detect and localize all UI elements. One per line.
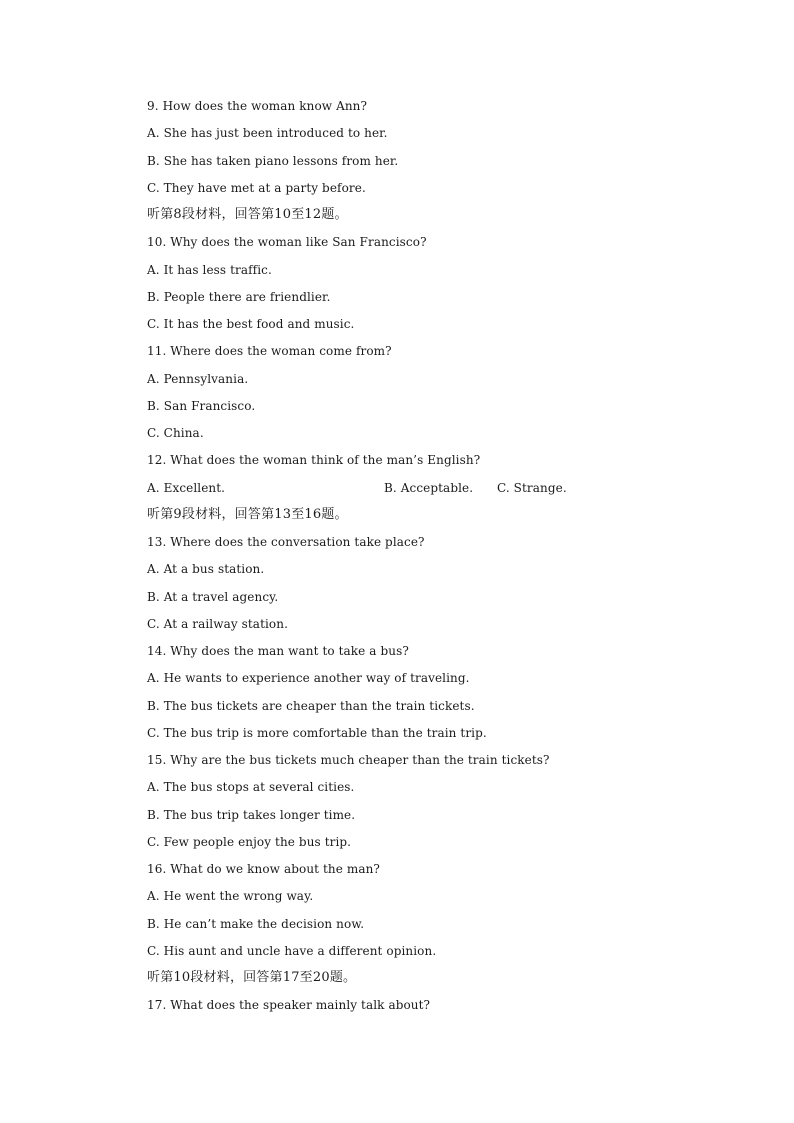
section-heading-8: 听第8段材料，回答第10至12题。 <box>147 207 348 222</box>
option-11a: A. Pennsylvania. <box>147 371 249 386</box>
question-12: 12. What does the woman think of the man’s English? <box>147 453 481 468</box>
option-12b: B. Acceptable. <box>384 480 474 495</box>
question-10: 10. Why does the woman like San Francisco? <box>147 235 427 250</box>
option-13b: B. At a travel agency. <box>147 589 279 604</box>
option-13a: A. At a bus station. <box>147 562 265 577</box>
option-12c: C. Strange. <box>497 480 567 495</box>
option-15b: B. The bus trip takes longer time. <box>147 807 356 822</box>
option-16a: A. He went the wrong way. <box>147 889 314 904</box>
section-heading-10: 听第10段材料，回答第17至20题。 <box>147 970 357 985</box>
option-14b: B. The bus tickets are cheaper than the train tickets. <box>147 698 475 713</box>
option-12a: A. Excellent. <box>147 480 226 495</box>
question-11: 11. Where does the woman come from? <box>147 344 392 359</box>
option-14c: C. The bus trip is more comfortable than the train trip. <box>147 725 487 740</box>
option-13c: C. At a railway station. <box>147 616 288 631</box>
option-15a: A. The bus stops at several cities. <box>147 780 355 795</box>
option-10b: B. People there are friendlier. <box>147 289 331 304</box>
option-10a: A. It has less traffic. <box>147 262 272 277</box>
option-14a: A. He wants to experience another way of traveling. <box>147 671 470 686</box>
question-16: 16. What do we know about the man? <box>147 862 380 876</box>
option-15c: C. Few people enjoy the bus trip. <box>147 834 352 849</box>
option-11c: C. China. <box>147 426 204 440</box>
option-9a: A. She has just been introduced to her. <box>147 126 388 141</box>
option-16b: B. He can’t make the decision now. <box>147 916 365 931</box>
option-9b: B. She has taken piano lessons from her. <box>147 153 399 168</box>
question-14: 14. Why does the man want to take a bus? <box>147 644 409 658</box>
options-12 <box>147 478 747 505</box>
option-10c: C. It has the best food and music. <box>147 317 355 331</box>
question-13: 13. Where does the conversation take place? <box>147 535 425 549</box>
option-11b: B. San Francisco. <box>147 398 256 413</box>
question-17: 17. What does the speaker mainly talk about? <box>147 998 431 1013</box>
option-16c: C. His aunt and uncle have a different opinion. <box>147 943 437 958</box>
question-list <box>147 96 747 1023</box>
option-9c: C. They have met at a party before. <box>147 180 366 195</box>
question-15: 15. Why are the bus tickets much cheaper than the train tickets? <box>147 753 550 767</box>
question-9: 9. How does the woman know Ann? <box>147 99 368 113</box>
section-heading-9: 听第9段材料，回答第13至16题。 <box>147 506 348 522</box>
